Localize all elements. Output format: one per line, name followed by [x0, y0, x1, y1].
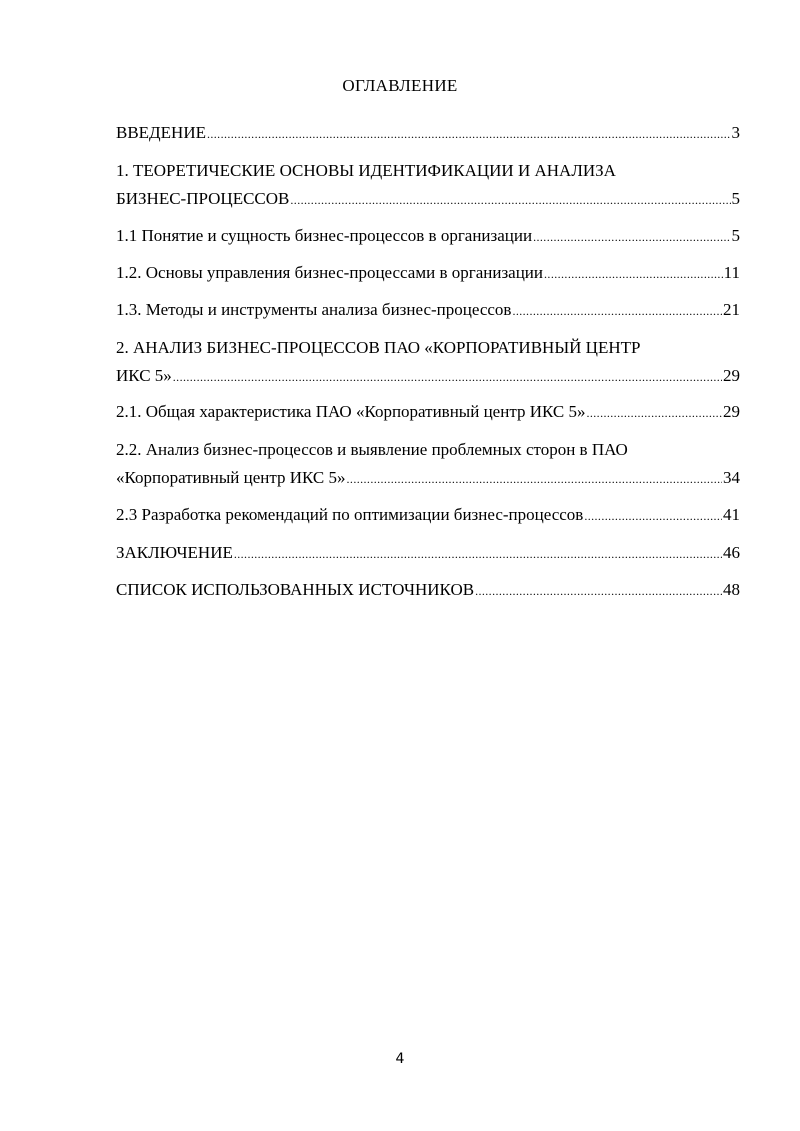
- toc-entry-text: ИКС 5»: [116, 366, 172, 385]
- dot-leader: [584, 510, 722, 522]
- toc-title: ОГЛАВЛЕНИЕ: [342, 76, 458, 95]
- toc-entry-text: 1.3. Методы и инструменты анализа бизнес-процессов: [116, 300, 512, 319]
- toc-entry-text: ЗАКЛЮЧЕНИЕ: [116, 543, 233, 562]
- dot-leader: [347, 473, 722, 485]
- toc-entry-text: 2.3 Разработка рекомендаций по оптимизации бизнес-процессов: [116, 505, 584, 524]
- toc-entry-text: 1.2. Основы управления бизнес-процессами в организации: [116, 263, 544, 282]
- toc-entry-introduction: [116, 124, 740, 144]
- toc-entry-section-1-1: [116, 227, 740, 247]
- toc-entry-page: 5: [731, 189, 740, 208]
- toc-entry-references: [116, 581, 740, 601]
- toc-entry-chapter-1: [116, 162, 740, 210]
- toc-entry-chapter-2: [116, 339, 740, 387]
- dot-leader: [586, 407, 722, 419]
- toc-entry-section-2-2: [116, 441, 740, 489]
- toc-entry-page: 5: [731, 226, 740, 245]
- toc-entry-section-2-1: [116, 403, 740, 423]
- toc-entry-page: 11: [723, 263, 740, 282]
- toc-entry-text: БИЗНЕС-ПРОЦЕССОВ: [116, 189, 290, 208]
- toc-entry-page: 29: [723, 402, 740, 421]
- dot-leader: [173, 371, 722, 383]
- toc-entry-section-1-2: [116, 264, 740, 284]
- toc-entry-page: 34: [723, 468, 740, 487]
- dot-leader: [475, 585, 722, 597]
- dot-leader: [512, 305, 722, 317]
- toc-entry-text: СПИСОК ИСПОЛЬЗОВАННЫХ ИСТОЧНИКОВ: [116, 580, 475, 599]
- toc-entry-page: 3: [731, 123, 740, 142]
- dot-leader: [234, 548, 722, 560]
- toc-entry-text: 2.1. Общая характеристика ПАО «Корпоративный центр ИКС 5»: [116, 402, 586, 421]
- toc-entry-section-2-3: [116, 506, 740, 526]
- toc-entry-page: 21: [723, 300, 740, 319]
- toc-entry-conclusion: [116, 544, 740, 564]
- dot-leader: [544, 268, 723, 280]
- dot-leader: [290, 194, 730, 206]
- toc-entry-text: «Корпоративный центр ИКС 5»: [116, 468, 346, 487]
- toc-entry-text: ВВЕДЕНИЕ: [116, 123, 206, 142]
- toc-entry-text-line1: 2. АНАЛИЗ БИЗНЕС-ПРОЦЕССОВ ПАО «КОРПОРАТИВНЫЙ ЦЕНТР: [116, 338, 641, 357]
- toc-entry-text: 1.1 Понятие и сущность бизнес-процессов в организации: [116, 226, 533, 245]
- page-number: 4: [395, 1051, 405, 1067]
- dot-leader: [533, 231, 730, 243]
- toc-entry-section-1-3: [116, 301, 740, 321]
- toc-entry-text-line1: 2.2. Анализ бизнес-процессов и выявление проблемных сторон в ПАО: [116, 440, 628, 459]
- toc-entry-page: 48: [723, 580, 740, 599]
- dot-leader: [207, 128, 731, 140]
- toc-entry-page: 41: [723, 505, 740, 524]
- toc-entry-page: 29: [723, 366, 740, 385]
- toc-entry-page: 46: [723, 543, 740, 562]
- toc-entry-text-line1: 1. ТЕОРЕТИЧЕСКИЕ ОСНОВЫ ИДЕНТИФИКАЦИИ И АНАЛИЗА: [116, 161, 616, 180]
